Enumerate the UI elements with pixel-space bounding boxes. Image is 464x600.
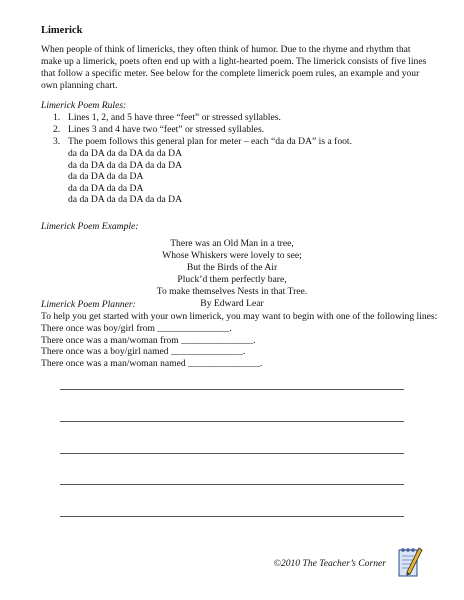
planner-starter: There once was a boy/girl named _______________.	[41, 346, 246, 358]
meter-line: da da DA da da DA da da DA	[68, 148, 183, 159]
planner-starter: There once was a man/woman named _______________.	[41, 358, 263, 370]
poem-line: Whose Whiskers were lovely to see;	[162, 250, 302, 261]
writing-line[interactable]	[60, 453, 404, 454]
meter-line: da da DA da da DA	[68, 182, 144, 194]
rule-text: Lines 1, 2, and 5 have three “feet” or stressed syllables.	[68, 112, 281, 123]
planner-heading: Limerick Poem Planner:	[41, 299, 136, 310]
rule-item	[41, 124, 421, 136]
example-heading: Limerick Poem Example:	[41, 221, 139, 232]
poem-line: But the Birds of the Air	[186, 262, 278, 273]
intro-paragraph: When people of think of limericks, they often think of humor. Due to the rhyme and rhythm that make up a limerick, poets often end up with a light-hearted poem. The limerick consists of five lines that follow a specific meter. See below for the complete limerick poem rules, an example and your own planning chart.	[41, 44, 427, 91]
rule-number: 1.	[53, 112, 61, 123]
planner-starter: There once was boy/girl from _______________.	[41, 322, 232, 334]
writing-line[interactable]	[60, 516, 404, 517]
planner-starter: There once was a man/woman from _______________.	[41, 334, 256, 346]
rule-item	[41, 112, 421, 124]
notepad-pen-logo-icon	[396, 544, 424, 580]
rules-heading: Limerick Poem Rules:	[41, 100, 127, 111]
rule-text: The poem follows this general plan for meter – each “da da DA” is a foot.	[68, 136, 352, 147]
poem-line: There was an Old Man in a tree,	[170, 238, 294, 249]
rule-number: 3.	[53, 136, 61, 147]
page-title: Limerick	[41, 25, 83, 36]
rule-text: Lines 3 and 4 have two “feet” or stressed syllables.	[68, 124, 265, 135]
meter-line: da da DA da da DA	[68, 171, 144, 183]
rule-item	[41, 136, 421, 148]
planner-lines	[41, 311, 437, 370]
footer-copyright: ©2010 The Teacher’s Corner	[273, 558, 386, 569]
planner-intro: To help you get started with your own limerick, you may want to begin with one of the following lines:	[41, 311, 438, 322]
poem-line: Pluck’d them perfectly bare,	[177, 274, 287, 285]
meter-line: da da DA da da DA da da DA	[68, 159, 183, 171]
rule-number: 2.	[53, 124, 61, 135]
meter-line: da da DA da da DA da da DA	[68, 194, 183, 206]
rules-list	[41, 112, 421, 148]
meter-lines	[68, 148, 182, 206]
writing-line[interactable]	[60, 389, 404, 390]
writing-line[interactable]	[60, 484, 404, 485]
writing-line[interactable]	[60, 421, 404, 422]
poem-author: By Edward Lear	[200, 298, 264, 309]
poem-line: To make themselves Nests in that Tree.	[156, 286, 308, 297]
